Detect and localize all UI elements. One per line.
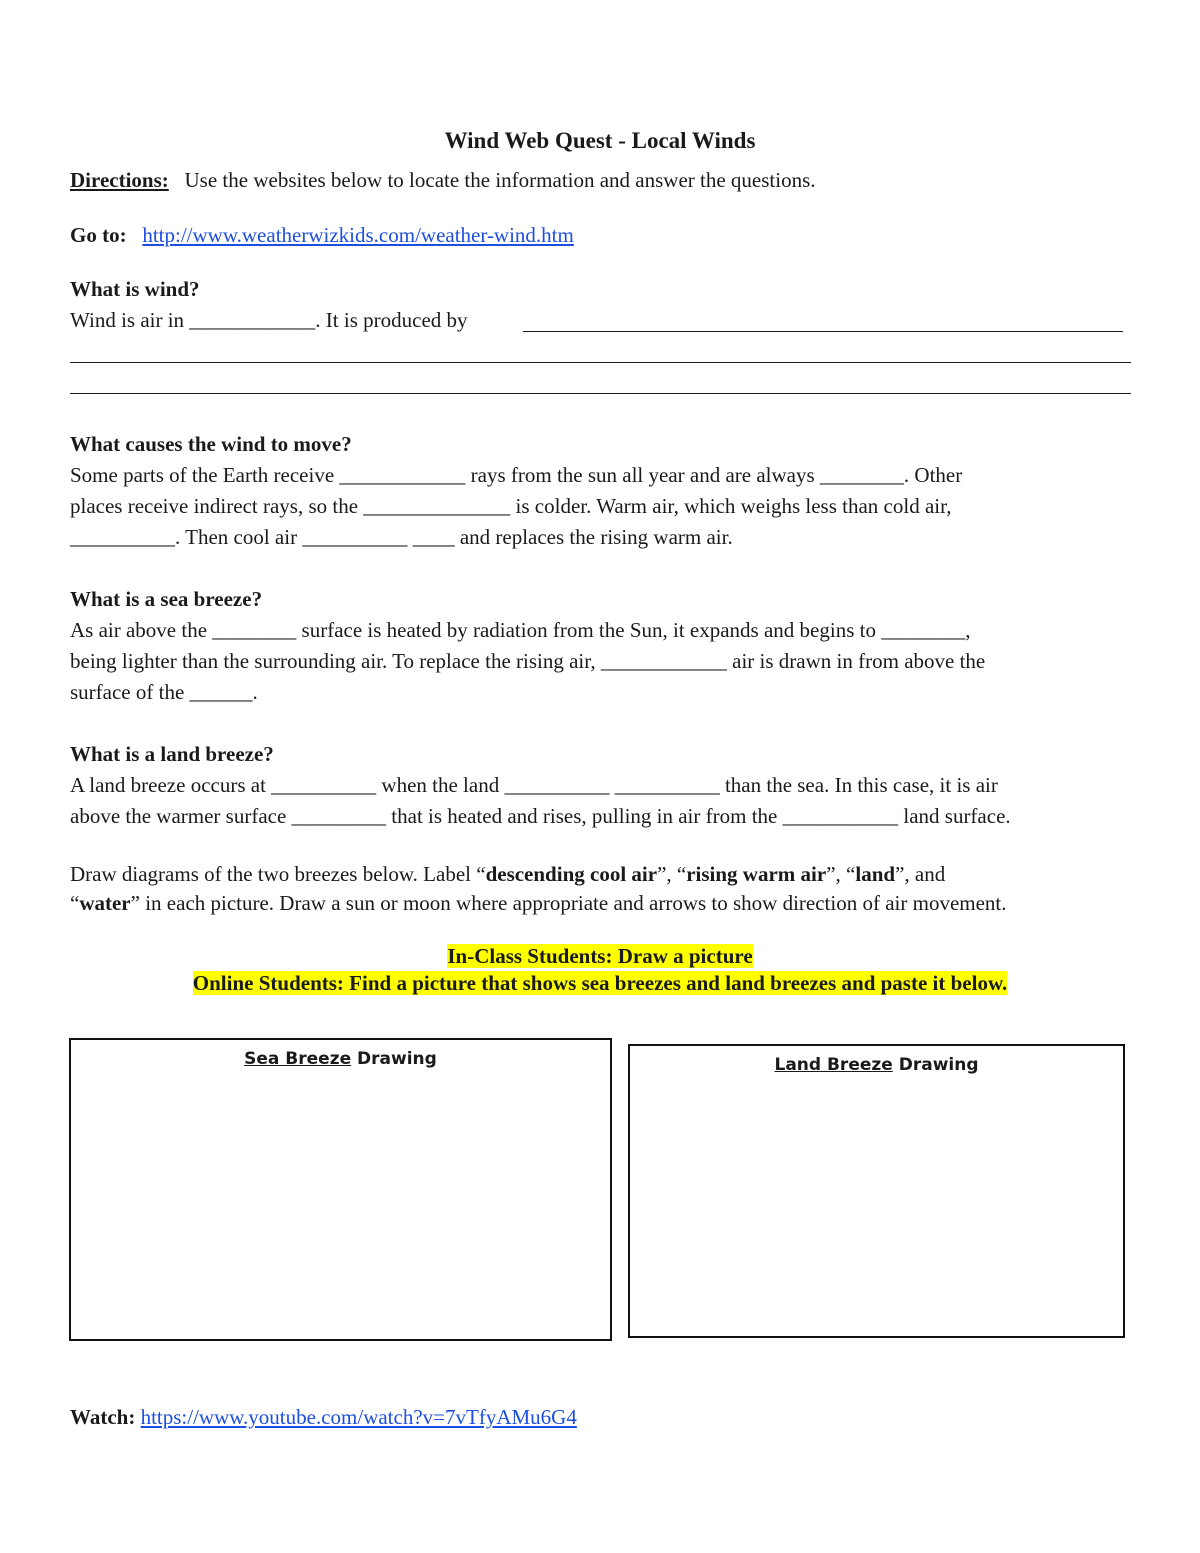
- label-rising-warm-air: rising warm air: [686, 862, 827, 886]
- q3-line3: surface of the ______.: [70, 680, 258, 704]
- sea-breeze-box-label: Sea Breeze Drawing: [244, 1049, 437, 1069]
- in-class-instruction: In-Class Students: Draw a picture: [447, 944, 753, 968]
- directions-label: Directions:: [70, 168, 169, 192]
- q3-heading: What is a sea breeze?: [70, 587, 263, 611]
- q2-line3: __________. Then cool air __________ ____ and replaces the rising warm air.: [70, 525, 733, 549]
- q2-line1: Some parts of the Earth receive ____________ rays from the sun all year and are always ________. Other: [70, 463, 963, 487]
- q1-answer-line-3: [70, 393, 1131, 394]
- q4-line2: above the warmer surface _________ that is heated and rises, pulling in air from the ___________ land surface.: [70, 804, 1011, 828]
- q2-line2: places receive indirect rays, so the ______________ is colder. Warm air, which weighs less than cold air,: [70, 494, 952, 518]
- directions-text: Use the websites below to locate the information and answer the questions.: [184, 168, 816, 192]
- online-instruction: Online Students: Find a picture that shows sea breezes and land breezes and paste it below.: [192, 971, 1008, 995]
- q2-heading: What causes the wind to move?: [70, 432, 352, 456]
- q4-line1: A land breeze occurs at __________ when the land __________ __________ than the sea. In this case, it is air: [70, 773, 998, 797]
- q1-answer-line-2: [70, 362, 1131, 363]
- q3-line2: being lighter than the surrounding air. To replace the rising air, ____________ air is drawn in from above the: [70, 649, 986, 673]
- directions: [70, 168, 816, 193]
- draw-instructions-line2: “water” in each picture. Draw a sun or moon where appropriate and arrows to show direction of air movement.: [70, 891, 1007, 915]
- sea-breeze-drawing-box[interactable]: [69, 1038, 612, 1341]
- watch-line: [70, 1405, 577, 1430]
- youtube-link[interactable]: https://www.youtube.com/watch?v=7vTfyAMu6G4: [140, 1405, 577, 1429]
- q4-heading: What is a land breeze?: [70, 742, 274, 766]
- weatherwizkids-link[interactable]: http://www.weatherwizkids.com/weather-wind.htm: [142, 223, 574, 247]
- q1-heading: What is wind?: [70, 277, 200, 301]
- label-water: water: [79, 891, 131, 915]
- label-descending-cool-air: descending cool air: [485, 862, 658, 886]
- goto-line: [70, 223, 574, 248]
- draw-instructions-line1: Draw diagrams of the two breezes below. Label “descending cool air”, “rising warm air”, “land”, and: [70, 862, 946, 886]
- q3-line1: As air above the ________ surface is heated by radiation from the Sun, it expands and begins to ________,: [70, 618, 971, 642]
- label-land: land: [855, 862, 896, 886]
- q1-line1: Wind is air in ____________. It is produced by: [70, 308, 468, 332]
- watch-label: Watch:: [70, 1405, 136, 1429]
- land-breeze-drawing-box[interactable]: [628, 1044, 1125, 1338]
- land-breeze-box-label: Land Breeze Drawing: [774, 1055, 979, 1075]
- q1-answer-line-1: [523, 331, 1123, 332]
- goto-label: Go to:: [70, 223, 127, 247]
- page-title: Wind Web Quest - Local Winds: [444, 128, 756, 153]
